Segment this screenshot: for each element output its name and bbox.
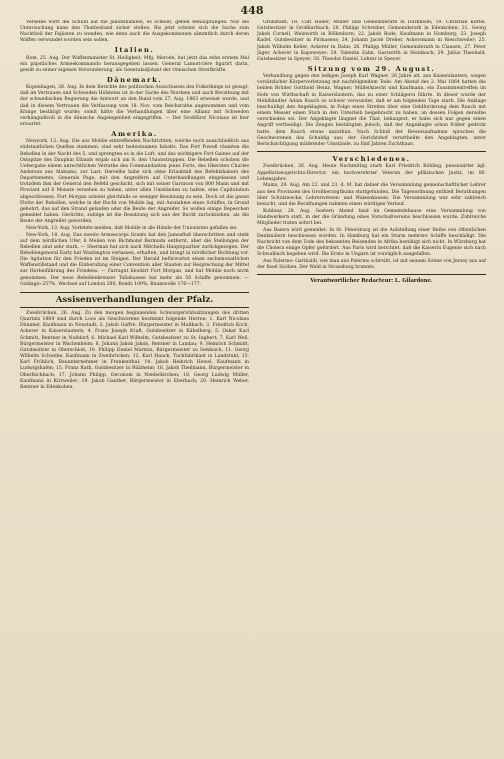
page-number: 448 <box>240 4 264 17</box>
paragraph: Rom, 25. Aug. Der Waffenminister St. Heiligkeit, Mfg. Merode, hat jetzt das zehn erstem Mal ein päpstliches Armeekommando herausgegeben lassen. General Lamoricière figurirt darin, gewiß zu seiner eigenen Verwunderung, als Generaladjutant der römischen Streitkräfte. <box>20 55 249 73</box>
paragraph: Verselbe wirft die Schuld auf die Jakobsbanden, es scheint, geben Behauptungen. Nur die Untersuchung kann den Thatbestand sicher stellen. Bis jetzt scheint sich die Sache zum Nachtheil der Fajiisten zu wenden, wie denn auch die Ausgekommenen sämmtlich durch deren Waffen verwundet worden sein sollen. <box>20 20 249 44</box>
paragraph: New-York, 18. Aug. Das zweite Armeecorps Grants hat den Jamesfluß überschritten und steht auf dem nördlichen Ufer, 6 Meilen von Richmond Bermuda entfernt, aber die Stellungen der Rebellen sind sehr stark. — Sherman hat sich nach Mitchells Hauptquartier zurückgezogen. Der Rebellengeneral Early hat Washington verlassen, erhalten, und bringt in nördlicher Richtung vor. Die Agitation für den Frieden ist im Steigen. Der Herald befürwortet einen sechsmonatlichen Waffenstillstand und die Einberufung einer Convention aller Staaten zur Besprechung der Mittel zur Herbeiführung des Friedens. — Farragut blockirt Fort Morgan, und hat Mobile noch nicht genommen. Der neue Rebellenkreuzer Tallahassee hat mehr als 50 Schiffe genommen. — Goldagio 257%, Wechsel auf London 280, Bonds 109%, Baumwolle 176—177. <box>20 232 249 287</box>
paragraph: Koblenz, 28. Aug. Gestern Abend fand im Gemeindehause eine Versammlung von Handwerkern statt, in der die Gründung eines Vorschußvereins beschlossen wurde. Zahlreiche Mitglieder traten sofort bei. <box>257 208 486 226</box>
paragraph: Grünstadt; 18. Carl Haller, Müller und Gemeinderath in Dürkheim; 19. Christian Kettle, Gutsbesitzer in Großkarlbach; 20. Philipp Schreiber, Gemeinderath in Edenkoben; 21. Georg Jakob Cornell, Weinwirth in Böllenborn; 22. Jakob Bode, Kaufmann in Homburg; 23. Joseph Kadel, Gutsbesitzer in Pirmasens; 24. Johann Jacob Dreher, Ackersmann in Rieschweiler; 25. Jakob Wilhelm Keller, Ackerer in Dahn; 26. Philipp Müller, Gemeinderath in Clausen; 27. Peter Jäger, Ackerer in Kapsweyer; 28. Valentin Zahn, Gastwirth in Steinbach; 29. Julius Theobald, Gutsbesitzer in Speyer; 30. Theodor Daniel, Lehrer in Speyer. <box>257 20 486 62</box>
paragraph: Zweibrücken, 26. Aug. Heute Nachmittag starb Karl Friedrich Böhling, pensionirter kgl. Appellationsgerichts-Director, ein hochverehrter Veteran der pfälzischen Justiz, im 80. Lebensjahre. <box>257 164 486 182</box>
section-heading-verschiedenes: Verschiedenes. <box>332 154 411 163</box>
section-heading-daenemark: Dänemark. <box>106 75 163 84</box>
section-heading-sitzung: Sitzung vom 29. August. <box>307 64 436 73</box>
section-heading-assisen: Assisenverhandlungen der Pfalz. <box>20 292 249 308</box>
paragraph: Zweibrücken, 26. Aug. Zu den morgen beginnenden Schwurgerichtssitzungen des dritten Quartals 1864 sind durch Loos als Geschworene bestimmt folgende Herren: 1. Karl Nicolaus Dümmel, Kaufmann in Neustadt; 2. Jakob Gaffre, Bürgermeister in Mußbach; 3. Friedrich Koch, Ackerer in Kaiserslautern; 4. Franz Joseph Kraft, Gutsbesitzer in Kübelberg; 5. Oskar Karl Schmitt, Rentner in Nußdorf; 6. Michael Karl Wilhelm, Gutsbesitzer zu St. Ingbert; 7. Karl Weil, Bürgermeister in Wachenheim; 8. Johann Jakob Jakob, Rentner in Landau; 9. Heinrich Schmidt, Gutsbesitzer in Oberschloß; 10. Philipp Daniel Marmin, Bürgermeister zu Sembach; 11. Georg Wilhelm Schwebe, Kaufmann in Zweibrücken; 12. Karl Hauck, Tuchfabrikant in Landstuhl; 13. Karl Fröhlich, Bauunternehmer in Frankenthal; 14. Jakob Heinrich Hewel, Kaufmann in Ludwigshafen; 15. Franz Rath, Gutsbesitzer in Rülzheim; 16. Jakob Theilmann, Bürgermeister in Oberfischbach; 17. Johann Philipp, Oeconom in Niederkirchen; 18. Georg Ludwig Müller, Kaufmann in Kirrweiler; 19. Jakob Ganther, Bürgermeister in Eberbach; 20. Heinrich Weber, Rentner in Edenkoben. <box>20 310 249 390</box>
paragraph: Aus Palermo: Garibaldi, wie man aus Palermo schreibt, ist mit seinem Sohne von Jersey aus auf der Insel Sicilien. Der Wald in Strassburg brannte. <box>257 258 486 270</box>
section-heading-italien: Italien. <box>114 46 155 55</box>
paragraph: Aus Baiern wird gemeldet: In St. Petersburg ist die Aufstellung einer Reihe von öffentlichen Denkmälern beschlossen worden. In Hamburg hat ein Sturm mehrere Schiffe beschädigt. Die Nachricht von dem Tode des bekannten Reisenden in Afrika bestätigt sich nicht. In Würzburg hat die Cholera einige Opfer gefordert. Aus Paris wird berichtet, daß die Kaiserin Eugenie sich nach Schwalbach begeben wird. Die Ernte in Ungarn ist vorzüglich ausgefallen. <box>257 227 486 258</box>
left-column <box>20 20 249 749</box>
paragraph: Newyork, 12. Aug. Die aus Mobile eintreffenden Nachrichten, welche noch ausschließlich aus südstaatlichen Quellen stammen, sind sehr bedeutsamen Inhalts. Das Fort Powell räumten die Rebellen in der Nacht des 5. und sprengten es in die Luft, und das wichtigere Fort Gaines auf der Ostspitze des Dauphin Eilands ergab sich am 8. den Unionstruppen. Die Rebellen schoben die Uebergabe einem unrechtlichen Verrathe des Commandanten jenes Forts, des Obersten Charles Anderson aus Alabama, zur Last. Derselbe habe sich ohne Erlaubniß des Befehlshabers des Departements, Generals Page, mit den Angreifern auf Unterhandlungen eingelassen und trotzdem ihm der General den Befehl geschickt, sich mit seiner Garnison von 800 Mann und mit Proviant auf 6 Monate versehen zu haben, unter allen Umständen zu halten, eine Capitulation abgeschlossen. Fort Morgan scheint gleichfalls so weniger Besatzung zu sein. Doch ist die ganze Flotte der Rebellen, welche in der Bucht von Mobile lag, mit Ausnahme eines Schiffes, in Grund gebohrt, das auf den Strand gelaufen oder die Beute der Angreifer. So wollen einige Depeschen gemeldet haben. Gerüchte, zufolge ist die Besatzung sich aus der Bucht zurückziehen, als die Beute der Angreifer geworden. <box>20 139 249 225</box>
divider <box>257 274 486 275</box>
paragraph: Verhandlung gegen den ledigen Joseph Karl Wagner, 26 Jahre alt, aus Kaiserslautern, wegen vorsätzlicher Körperverletzung mit nachfolgendem Tode. Am Abend des 2. Mai 1864 hatten die beiden Brüder Gotthold Heinz, Wagner, Müllerknecht und Kaufmann, ein Zusammentreffen im Hofe von Wirthschaft in Kaiserslautern, das zu einer Schlägerei führte. In dieser wurde der Mehlhändler Adam Rauch so schwer verwundet, daß er am folgenden Tage starb. Die Anklage beschuldigt den Angeklagten, in Folge eines Streites über eine Geldforderung dem Rauch mit einem Messer einen Stich in den Unterleib beigebracht zu haben, an dessen Folgen derselbe verschieden sei. Der Angeklagte läugnet die That, behauptet, er habe sich nur gegen einen Angriff vertheidigt. Die Zeugen bestätigten jedoch, daß der Angeklagte schon früher gedroht hatte, dem Rauch etwas anzuthun. Nach Schluß der Beweisaufnahme sprachen die Geschworenen das Schuldig aus; der Gerichtshof verurtheilte den Angeklagten, unter Berücksichtigung mildernder Umstände, zu fünf Jahren Zuchthaus. <box>257 74 486 147</box>
paragraph: Kopenhagen, 28. Aug. In dem Berichte des politischen Ausschusses des Folkethings ist gesagt, daß im Vertrauen und Schweden Hölsteins ist in der Sache des Nordens und nach Berathung mit der schwedischen Regierung die Antwort an den Bund vom 27. Aug. 1863 erweiset wurde, und daß in diesem Vertrauen die Verfassung vom 18. Nov. vom Reichsrathe angenommen und vom Könige bestätigt wurde; somit hätte die Verhandlungen über eine Allianz mit Schweden verhängnißvoll in die dänische Angelegenheit eingegriffen. — Der Großfürst Nicolaus ist hier erwartet. <box>20 85 249 128</box>
section-heading-amerika: Amerika. <box>111 129 158 138</box>
paragraph: New-York, 13. Aug. Vorletzte melden, daß Mobile in die Hände der Unionisten gefallen sei. <box>26 225 238 231</box>
right-column <box>257 20 486 749</box>
divider <box>257 151 486 152</box>
paragraph: Mainz, 29. Aug. Am 22. und 23. d. M. hat dahier die Versammlung gemeinschaftlicher Lehrer aus den Provinzen des Großherzogthums stattgefunden. Die Tagesordnung enthielt Berathungen über Schulzwecke, Lehrerwitwen- und Waisenkassen. Die Versammlung war sehr zahlreich besucht, und die Berathungen nahmen einen würdigen Verlauf. <box>257 183 486 207</box>
columns <box>20 20 486 749</box>
editor-credit: Verantwortlicher Redacteur: L. Gilardone. <box>310 278 433 285</box>
